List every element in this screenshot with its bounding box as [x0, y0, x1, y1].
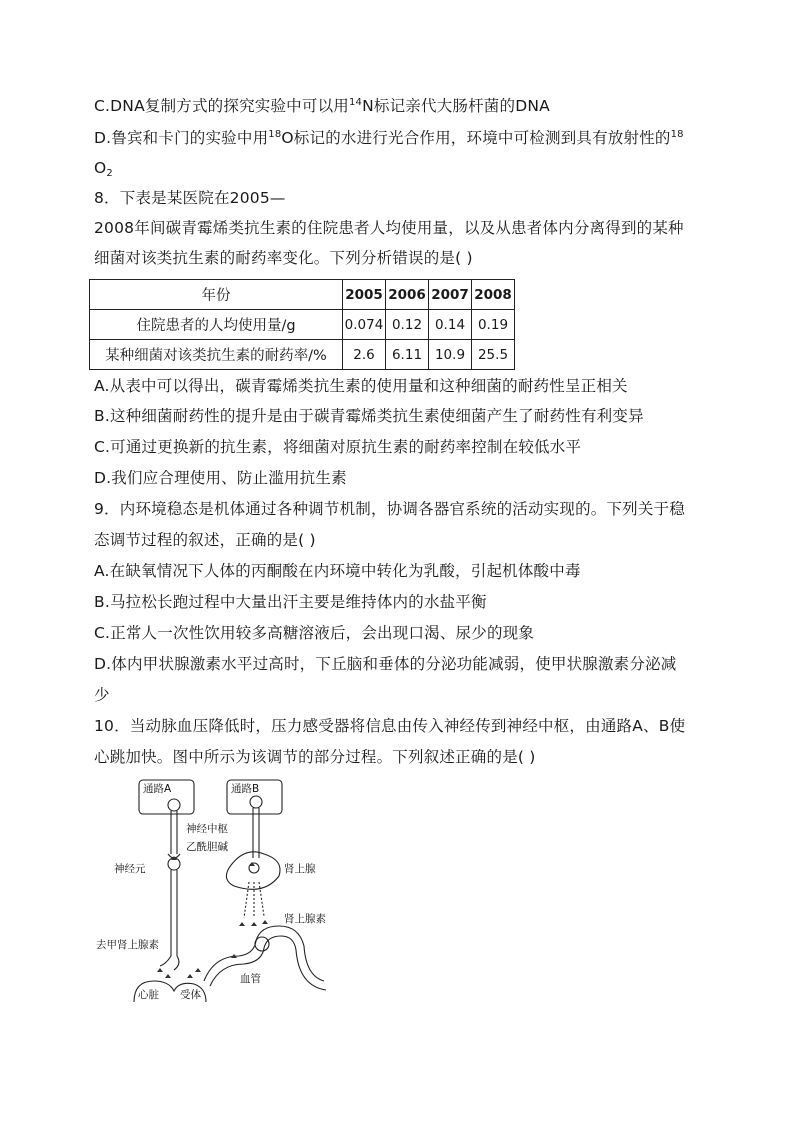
- table-row: [90, 310, 515, 340]
- q7-option-d-cont: $O_2$: [94, 159, 113, 179]
- q9-stem-1: 9．内环境稳态是机体通过各种调节机制，协调各器官系统的活动实现的。下列关于稳: [94, 500, 685, 518]
- label-epinephrine: 肾上腺素: [284, 913, 326, 925]
- q8-option-b: B.这种细菌耐药性的提升是由于碳青霉烯类抗生素使细菌产生了耐药性有利变异: [94, 407, 644, 425]
- q10-stem-2: 心跳加快。图中所示为该调节的部分过程。下列叙述正确的是( ): [94, 748, 536, 766]
- table-year: 2005: [343, 280, 386, 310]
- q9-option-d: D.体内甲状腺激素水平过高时，下丘脑和垂体的分泌功能减弱，使甲状腺激素分泌减: [94, 655, 677, 673]
- q7-option-d: D.鲁宾和卡门的实验中用$^{18}$O标记的水进行光合作用，环境中可检测到具有放射性的$^{18}$: [94, 129, 684, 147]
- table-cell: 0.074: [343, 310, 386, 340]
- label-norepinephrine: 去甲肾上腺素: [96, 939, 159, 951]
- pathway-b-soma: [250, 796, 262, 808]
- label-pathway-b: 通路B: [231, 783, 260, 795]
- table-cell: 2.6: [343, 340, 386, 370]
- q9-option-b: B.马拉松长跑过程中大量出汗主要是维持体内的水盐平衡: [94, 593, 487, 611]
- label-neuron: 神经元: [114, 863, 146, 875]
- q9-option-c: C.正常人一次性饮用较多高糖溶液后，会出现口渴、尿少的现象: [94, 624, 535, 642]
- table-cell: 0.12: [386, 310, 429, 340]
- q9-option-d-cont: 少: [94, 686, 110, 704]
- table-cell: 6.11: [386, 340, 429, 370]
- label-receptor: 受体: [180, 989, 201, 1001]
- hormone-molecules: [157, 856, 268, 978]
- table-cell: 25.5: [472, 340, 515, 370]
- table-year: 2007: [429, 280, 472, 310]
- q7-option-c: C.DNA复制方式的探究实验中可以用$^{14}$N标记亲代大肠杆菌的DNA: [94, 97, 550, 115]
- q8-stem-1: 8．下表是某医院在2005—: [94, 189, 286, 207]
- q8-option-a: A.从表中可以得出，碳青霉烯类抗生素的使用量和这种细菌的耐药性呈正相关: [94, 377, 628, 395]
- q8-table: [89, 279, 515, 370]
- q8-stem-2: 2008年间碳青霉烯类抗生素的住院患者人均使用量，以及从患者体内分离得到的某种: [94, 219, 684, 237]
- table-header-row: [90, 280, 515, 310]
- q8-stem-3: 细菌对该类抗生素的耐药率变化。下列分析错误的是( ): [94, 249, 473, 267]
- table-row-label: 某种细菌对该类抗生素的耐药率/%: [90, 340, 343, 370]
- q10-stem-1: 10．当动脉血压降低时，压力感受器将信息由传入神经传到神经中枢，由通路A、B使: [94, 717, 686, 735]
- label-heart: 心脏: [138, 989, 159, 1001]
- table-year: 2008: [472, 280, 515, 310]
- q8-option-c: C.可通过更换新的抗生素，将细菌对原抗生素的耐药率控制在较低水平: [94, 438, 582, 456]
- table-row: [90, 340, 515, 370]
- q9-option-a: A.在缺氧情况下人体的丙酮酸在内环境中转化为乳酸，引起机体酸中毒: [94, 562, 581, 580]
- table-header-label: 年份: [90, 280, 343, 310]
- table-row-label: 住院患者的人均使用量/g: [90, 310, 343, 340]
- label-adrenal: 肾上腺: [284, 863, 316, 875]
- table-cell: 0.14: [429, 310, 472, 340]
- label-acetylcholine: 乙酰胆碱: [186, 841, 228, 853]
- q9-stem-2: 态调节过程的叙述，正确的是( ): [94, 531, 316, 549]
- table-cell: 10.9: [429, 340, 472, 370]
- label-pathway-a: 通路A: [143, 783, 172, 795]
- table-cell: 0.19: [472, 310, 515, 340]
- table-year: 2006: [386, 280, 429, 310]
- pathway-a-soma: [168, 799, 180, 811]
- label-nerve-center: 神经中枢: [186, 823, 228, 835]
- blood-vessel: [204, 926, 324, 981]
- heart-regulation-diagram: [94, 776, 344, 1006]
- q8-option-d: D.我们应合理使用、防止滥用抗生素: [94, 469, 347, 487]
- label-blood-vessel: 血管: [240, 973, 261, 985]
